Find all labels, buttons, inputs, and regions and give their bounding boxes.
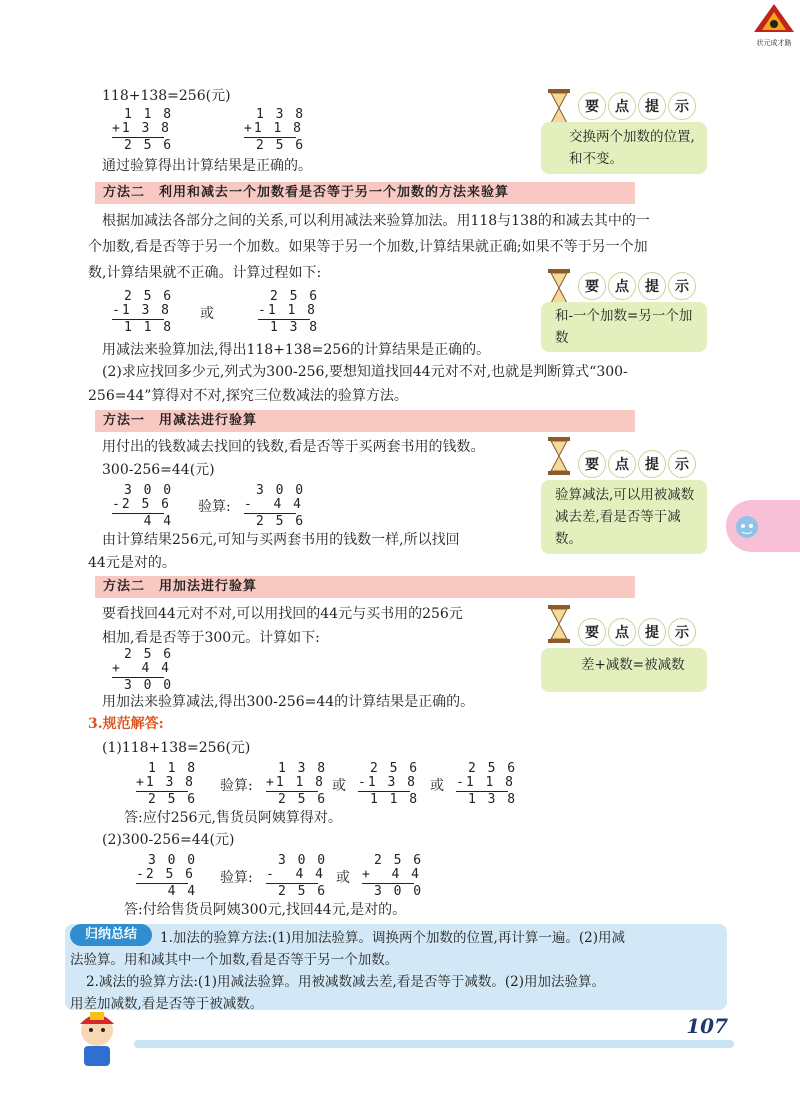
calc-result: 3 0 0: [124, 678, 174, 693]
vertical-calc: [266, 853, 328, 899]
summary-line: 2.减法的验算方法:(1)用减法验算。用被减数减去差,看是否等于减数。(2)用加法验算。: [86, 974, 605, 990]
calc-mid: +1 3 8: [112, 121, 171, 136]
calc-mid: -1 1 8: [456, 775, 515, 790]
calc-result: 2 5 6: [256, 138, 306, 153]
question-line: (2)求应找回多少元,列式为300-256,要想知道找回44元对不对,也就是判断算式“300-: [102, 364, 628, 380]
calc-mid: -1 1 8: [258, 303, 317, 318]
calc-top: 2 5 6: [370, 761, 420, 776]
or-word: 或: [430, 778, 444, 794]
tip-char: 点: [608, 618, 636, 646]
calc-mid: -2 5 6: [136, 867, 195, 882]
tip-box: 差+减数=被减数: [541, 648, 707, 692]
side-tab: [726, 500, 800, 552]
tip-char: 示: [668, 92, 696, 120]
hourglass-icon: [546, 604, 572, 644]
logo-flame-icon: [752, 2, 796, 34]
calc-top: 1 1 8: [124, 107, 174, 122]
question-line: 256=44”算得对不对,探究三位数减法的验算方法。: [88, 388, 408, 404]
calc-top: 3 0 0: [148, 853, 198, 868]
tip-char: 要: [578, 92, 606, 120]
vertical-calc: [244, 483, 306, 529]
summary-line: 1.加法的验算方法:(1)用加法验算。调换两个加数的位置,再计算一遍。(2)用减: [160, 930, 625, 946]
tip-char: 示: [668, 272, 696, 300]
tip-char: 提: [638, 450, 666, 478]
vertical-calc: [244, 107, 306, 153]
calc-top: 3 0 0: [256, 483, 306, 498]
calc-result: 4 4: [148, 884, 198, 899]
tip-char: 要: [578, 618, 606, 646]
calc-mid: +1 1 8: [244, 121, 303, 136]
calc-top: 2 5 6: [374, 853, 424, 868]
calc-result: 2 5 6: [256, 514, 306, 529]
vertical-calc: [112, 647, 174, 693]
calc-top: 2 5 6: [270, 289, 320, 304]
calc-top: 2 5 6: [124, 289, 174, 304]
calc-result: 2 5 6: [148, 792, 198, 807]
calc-mid: +1 1 8: [266, 775, 325, 790]
method-banner: 方法一 用减法进行验算: [95, 410, 635, 432]
equation-1: 118+138=256(元): [102, 88, 231, 104]
check-label: 验算:: [220, 870, 253, 886]
answer-equation: (1)118+138=256(元): [102, 740, 251, 756]
tip-char: 要: [578, 450, 606, 478]
publisher-logo: [752, 2, 796, 46]
paragraph-line: 相加,看是否等于300元。计算如下:: [102, 630, 320, 646]
calc-top: 1 3 8: [278, 761, 328, 776]
mascot-face-icon: [732, 511, 762, 541]
paragraph-line: 根据加减法各部分之间的关系,可以利用减法来验算加法。用118与138的和减去其中的一: [102, 213, 650, 229]
vertical-calc: [258, 289, 320, 335]
paragraph-line: 由计算结果256元,可知与买两套书用的钱数一样,所以找回: [102, 532, 460, 548]
or-word: 或: [336, 870, 350, 886]
tip-box: 验算减法,可以用被减数减去差,看是否等于减数。: [541, 480, 707, 554]
conclusion-line: 用减法来验算加法,得出118+138=256的计算结果是正确的。: [102, 342, 491, 358]
calc-top: 3 0 0: [278, 853, 328, 868]
answer-sentence: 答:付给售货员阿姨300元,找回44元,是对的。: [124, 902, 407, 918]
vertical-calc: [136, 761, 198, 807]
calc-mid: -2 5 6: [112, 497, 171, 512]
vertical-calc: [112, 107, 174, 153]
vertical-calc: [362, 853, 424, 899]
tip-heading: [578, 272, 696, 302]
calc-top: 1 3 8: [256, 107, 306, 122]
calc-top: 1 1 8: [148, 761, 198, 776]
tip-char: 点: [608, 92, 636, 120]
calc-result: 2 5 6: [278, 792, 328, 807]
calc-mid: -1 3 8: [112, 303, 171, 318]
paragraph-line: 要看找回44元对不对,可以用找回的44元与买书用的256元: [102, 606, 463, 622]
summary-line: 法验算。用和减其中一个加数,看是否等于另一个加数。: [70, 952, 399, 968]
vertical-calc: [136, 853, 198, 899]
paragraph-line: 44元是对的。: [88, 555, 176, 571]
answer-sentence: 答:应付256元,售货员阿姨算得对。: [124, 810, 342, 826]
or-word: 或: [332, 778, 346, 794]
calc-result: 1 1 8: [124, 320, 174, 335]
calc-result: 1 3 8: [468, 792, 518, 807]
logo-caption: 状元成才路: [756, 39, 792, 47]
method-banner: 方法二 利用和减去一个加数看是否等于另一个加数的方法来验算: [95, 182, 635, 204]
check-label: 验算:: [198, 499, 231, 515]
calc-result: 2 5 6: [278, 884, 328, 899]
calc-mid: -1 3 8: [358, 775, 417, 790]
vertical-calc: [112, 483, 174, 529]
calc-mid: + 4 4: [112, 661, 171, 676]
tip-char: 示: [668, 618, 696, 646]
tip-char: 提: [638, 272, 666, 300]
method-banner: 方法二 用加法进行验算: [95, 576, 635, 598]
tip-char: 要: [578, 272, 606, 300]
check-label: 验算:: [220, 778, 253, 794]
tip-heading: [578, 450, 696, 480]
calc-mid: - 4 4: [266, 867, 325, 882]
conclusion-line: 用加法来验算减法,得出300-256=44的计算结果是正确的。: [102, 694, 475, 710]
calc-mid: +1 3 8: [136, 775, 195, 790]
paragraph-line: 用付出的钱数减去找回的钱数,看是否等于买两套书用的钱数。: [102, 439, 485, 455]
vertical-calc: [456, 761, 518, 807]
answer-heading: 3.规范解答:: [88, 716, 164, 732]
calc-result: 2 5 6: [124, 138, 174, 153]
bottom-band: [134, 1040, 734, 1048]
paragraph-line: 数,计算结果就不正确。计算过程如下:: [88, 265, 322, 281]
vertical-calc: [358, 761, 420, 807]
tip-char: 提: [638, 618, 666, 646]
summary-label: 归纳总结: [70, 924, 152, 946]
calc-result: 1 1 8: [370, 792, 420, 807]
paragraph-line: 个加数,看是否等于另一个加数。如果等于另一个加数,计算结果就正确;如果不等于另一个加: [88, 239, 648, 255]
tip-char: 点: [608, 450, 636, 478]
tip-heading: [578, 618, 696, 648]
calc-top: 2 5 6: [124, 647, 174, 662]
summary-line: 用差加减数,看是否等于被减数。: [70, 996, 264, 1012]
tip-heading: [578, 92, 696, 122]
calc-top: 2 5 6: [468, 761, 518, 776]
tip-box: 交换两个加数的位置,和不变。: [541, 122, 707, 174]
equation-line: 300-256=44(元): [102, 462, 215, 478]
tip-box: 和-一个加数=另一个加数: [541, 302, 707, 352]
calc-result: 3 0 0: [374, 884, 424, 899]
calc-mid: - 4 4: [244, 497, 303, 512]
tip-char: 提: [638, 92, 666, 120]
calc-top: 3 0 0: [124, 483, 174, 498]
page-number: 107: [686, 1014, 728, 1038]
tip-char: 点: [608, 272, 636, 300]
calc-result: 1 3 8: [270, 320, 320, 335]
answer-equation: (2)300-256=44(元): [102, 832, 235, 848]
mascot-illustration: [62, 1008, 132, 1070]
calc-result: 4 4: [124, 514, 174, 529]
vertical-calc: [112, 289, 174, 335]
tip-char: 示: [668, 450, 696, 478]
calc-mid: + 4 4: [362, 867, 421, 882]
or-word: 或: [200, 306, 214, 322]
verification-note: 通过验算得出计算结果是正确的。: [102, 158, 312, 174]
hourglass-icon: [546, 436, 572, 476]
vertical-calc: [266, 761, 328, 807]
